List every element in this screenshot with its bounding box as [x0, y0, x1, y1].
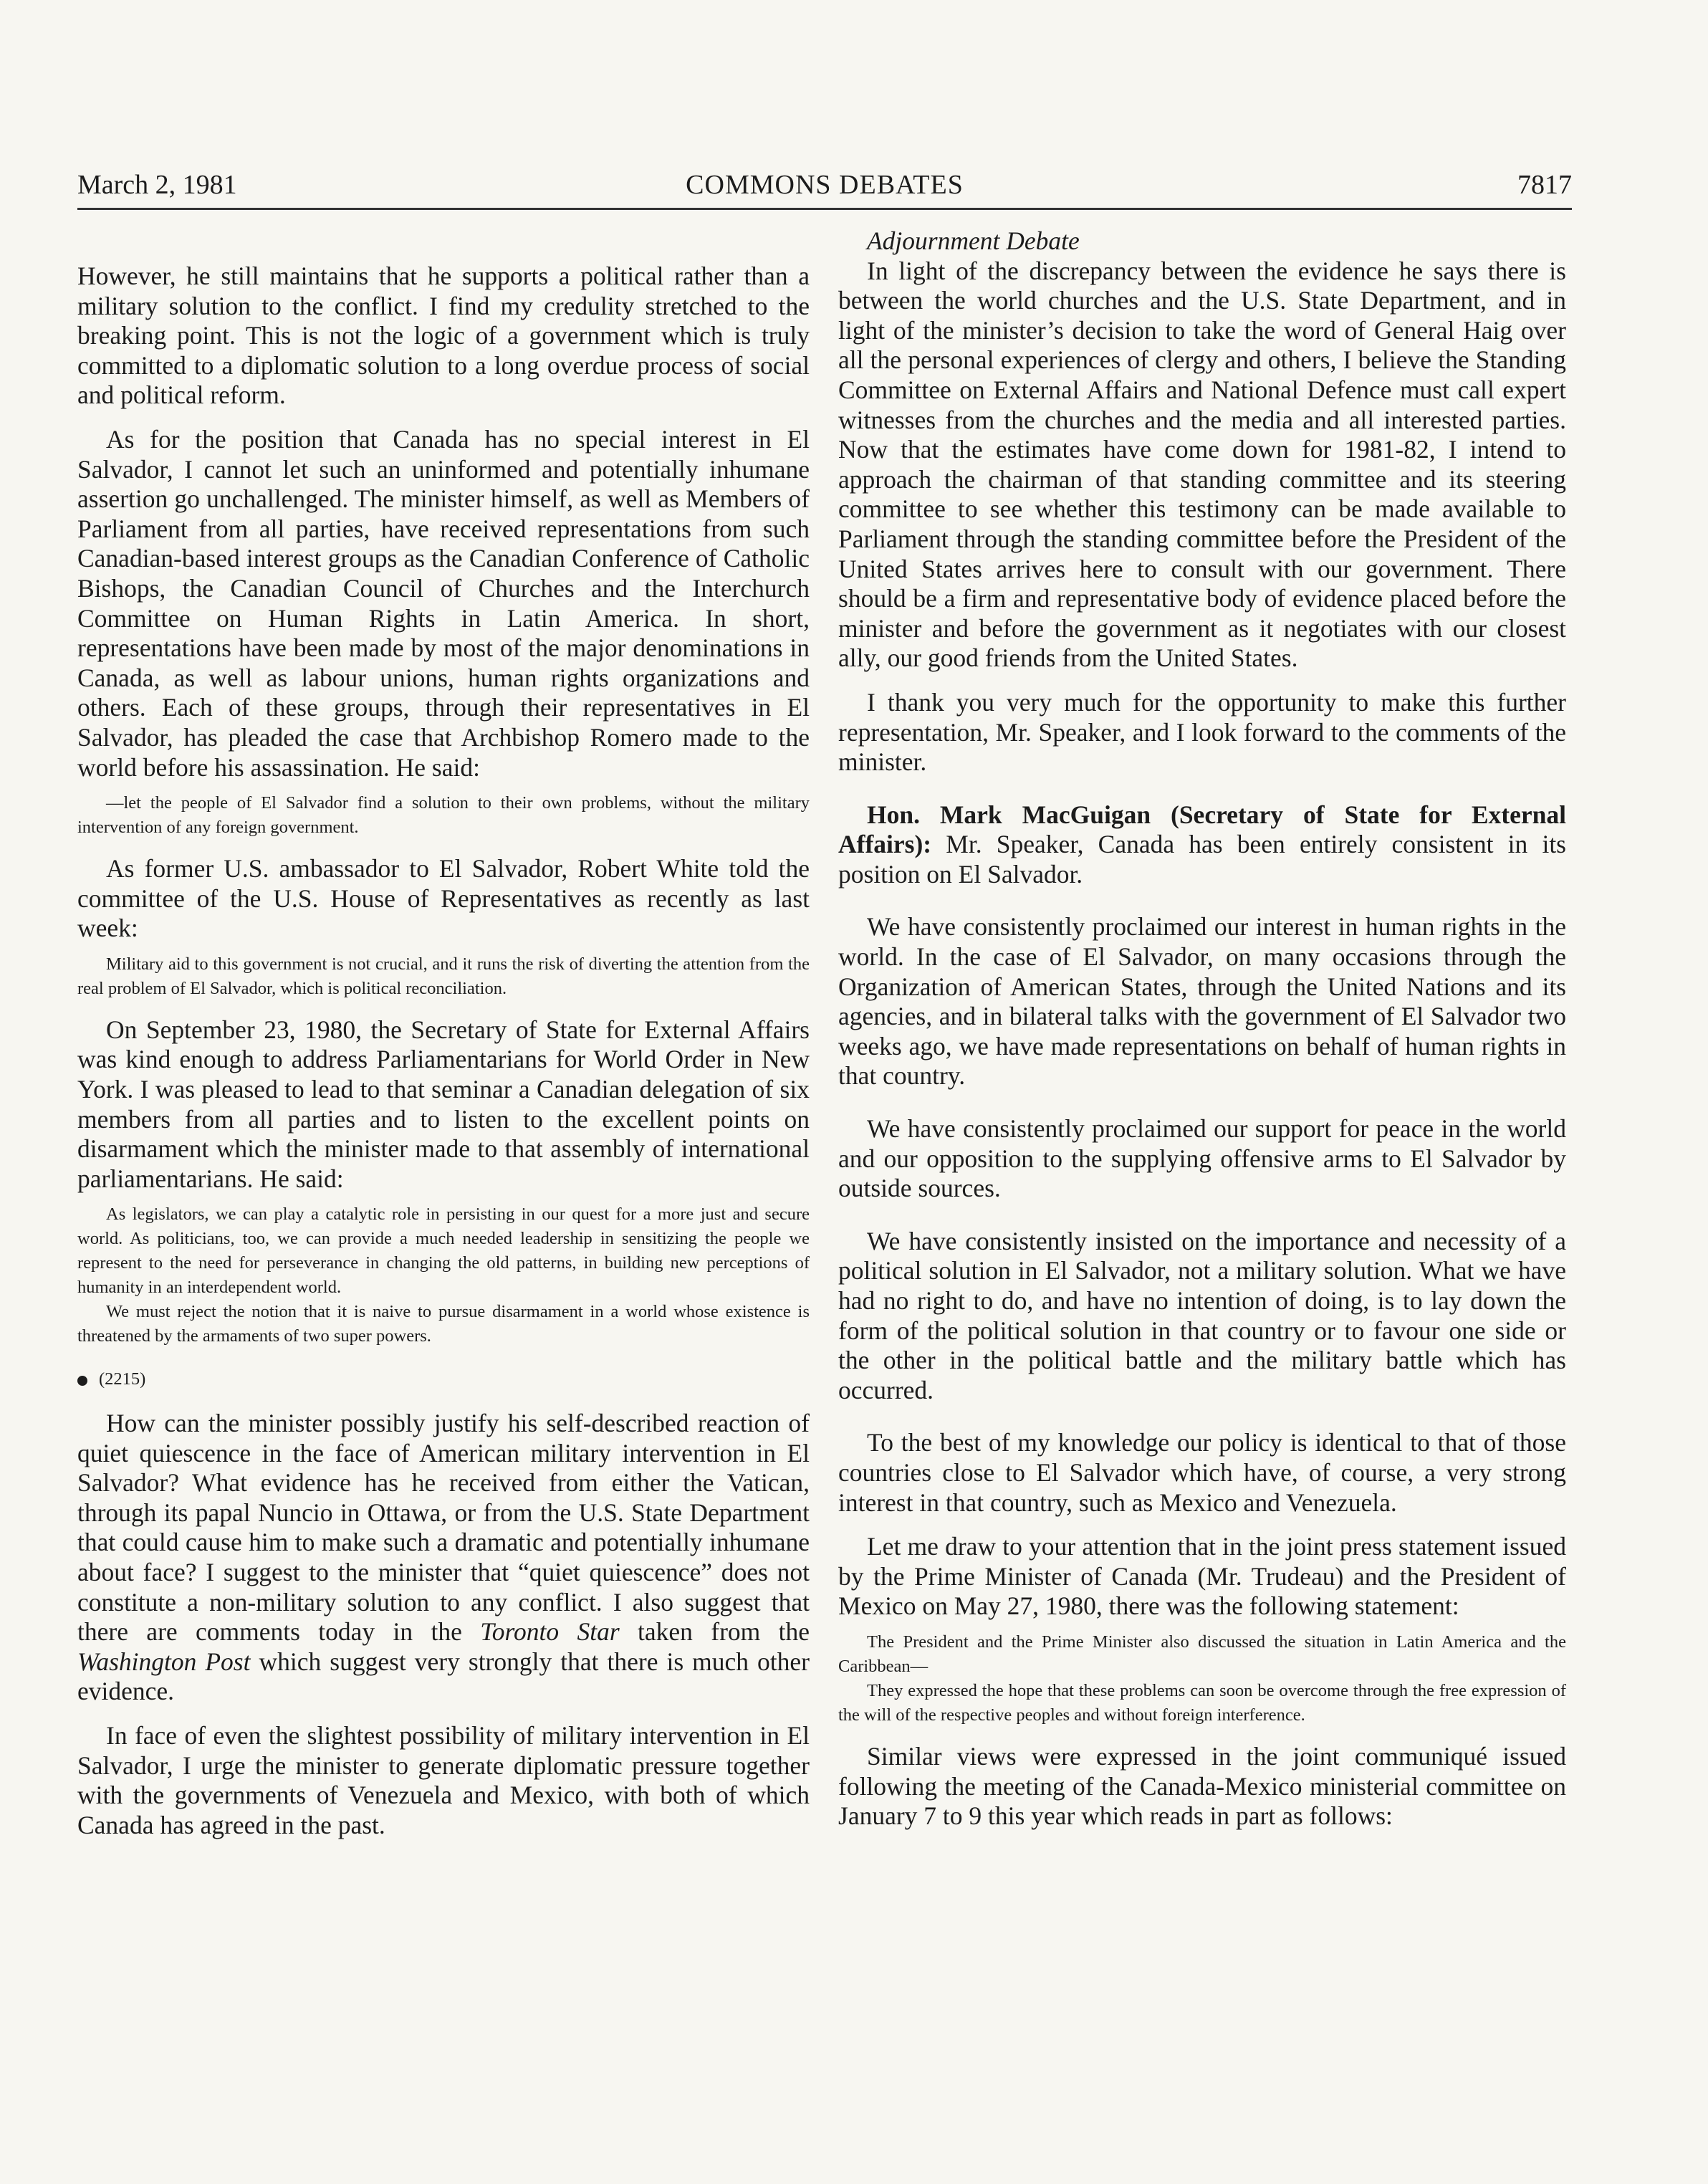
paragraph: As for the position that Canada has no special interest in El Salvador, I cannot let such an uninformed and potentially inhumane assertion go unchallenged. The minister himself, as well as Members of Parliament from all parties, have received representations from such Canadian-based interest groups as the Canadian Conference of Catholic Bishops, the Canadian Council of Churches and the Interchurch Committee on Human Rights in Latin America. In short, representations have been made by most of the major denominations in Canada, as well as labour unions, human rights organizations and others. Each of these groups, through their representatives in El Salvador, has pleaded the case that Archbishop Romero made to the world before his assassination. He said:	[77, 424, 810, 782]
quotation: They expressed the hope that these problems can soon be overcome through the free expression of the will of the respective peoples and without foreign interference.	[838, 1680, 1566, 1725]
section-heading: Adjournment Debate	[867, 226, 1080, 255]
paragraph: However, he still maintains that he supports a political rather than a military solution to the conflict. I find my credulity stretched to the breaking point. This is not the logic of a government which is truly committed to a diplomatic solution to a long overdue process of social and political reform.	[77, 262, 810, 410]
quotation: The President and the Prime Minister also discussed the situation in Latin America and the Caribbean—	[838, 1632, 1566, 1676]
speaker-paragraph	[838, 800, 1566, 890]
quotation: We must reject the notion that it is naive to pursue disarmament in a world whose existence is threatened by the armaments of two super powers.	[77, 1302, 810, 1346]
quotation: Military aid to this government is not crucial, and it runs the risk of diverting the attention from the real problem of El Salvador, which is political reconciliation.	[77, 954, 810, 998]
quotation: As legislators, we can play a catalytic role in persisting in our quest for a more just and secure world. As politicians, too, we can provide a much needed leadership in sensitizing the people we represent to the need for perseverance in changing the old patterns, in building new perceptions of humanity in an interdependent world.	[77, 1204, 810, 1298]
header-page-number: 7817	[1517, 170, 1572, 200]
paragraph: We have consistently insisted on the importance and necessity of a political solution in El Salvador, not a military solution. What we have had no right to do, and have no intention of doing, is to lay down the form of the political solution in that country or to favour one side or the other in the political battle and the military battle which has occurred.	[838, 1226, 1566, 1404]
left-column	[77, 262, 810, 1840]
header-date: March 2, 1981	[77, 170, 237, 200]
paragraph	[77, 1409, 810, 1707]
page-header	[77, 166, 1572, 210]
header-title: COMMONS DEBATES	[686, 170, 964, 200]
text-run: Mr. Speaker, Canada has been entirely consistent in its position on El Salvador.	[838, 830, 1566, 889]
newspaper-title: Washington Post	[77, 1647, 251, 1676]
time-marker	[77, 1364, 810, 1394]
paragraph: On September 23, 1980, the Secretary of State for External Affairs was kind enough to address Parliamentarians for World Order in New York. I was pleased to lead to that seminar a Canadian delegation of six members from all parties and to listen to the excellent points on disarmament which the minister made to that assembly of international parliamentarians. He said:	[77, 1015, 810, 1193]
paragraph: We have consistently proclaimed our interest in human rights in the world. In the case of El Salvador, on many occasions through the Organization of American States, through the United Nations and its agencies, and in bilateral talks with the government of El Salvador two weeks ago, we have made representations on behalf of human rights in that country.	[838, 912, 1566, 1091]
text-run: taken from the	[619, 1617, 810, 1647]
paragraph: In face of even the slightest possibility of military intervention in El Salvador, I urge the minister to generate diplomatic pressure together with the governments of Venezuela and Mexico, with both of which Canada has agreed in the past.	[77, 1720, 810, 1839]
quotation: —let the people of El Salvador find a solution to their own problems, without the military intervention of any foreign government.	[77, 793, 810, 838]
newspaper-title: Toronto Star	[480, 1617, 620, 1647]
paragraph: In light of the discrepancy between the evidence he says there is between the world churches and the U.S. State Department, and in light of the minister’s decision to take the word of General Haig over all the personal experiences of clergy and others, I believe the Standing Committee on External Affairs and National Defence must call expert witnesses from the churches and the media and all interested parties. Now that the estimates have come down for 1981-82, I intend to approach the chairman of that standing committee and its steering committee to see whether this testimony can be made available to Parliament through the standing committee before the President of the United States arrives here to consult with our government. There should be a firm and representative body of evidence placed before the minister and before the government as it negotiates with our closest ally, our good friends from the United States.	[838, 256, 1566, 673]
text-run: How can the minister possibly justify his self-described reaction of quiet quiescence in the face of American military intervention in El Salvador? What evidence has he received from either the Vatican, through its papal Nuncio in Ottawa, or from the U.S. State Department that could cause him to make such a dramatic and potentially inhumane about face? I suggest to the minister that “quiet quiescence” does not constitute a non-military solution to any conflict. I also suggest that there are comments today in the	[77, 1409, 810, 1647]
paragraph: Similar views were expressed in the joint communiqué issued following the meeting of the Canada-Mexico ministerial committee on January 7 to 9 this year which reads in part as follows:	[838, 1741, 1566, 1831]
time-marker-text: (2215)	[99, 1369, 146, 1389]
paragraph: To the best of my knowledge our policy is identical to that of those countries close to El Salvador which have, of course, a very strong interest in that country, such as Mexico and Venezuela.	[838, 1428, 1566, 1517]
right-column	[838, 226, 1566, 1831]
bullet-icon	[77, 1376, 87, 1386]
paragraph: Let me draw to your attention that in the joint press statement issued by the Prime Minister of Canada (Mr. Trudeau) and the President of Mexico on May 27, 1980, there was the following statement:	[838, 1532, 1566, 1621]
text-run: which suggest very strongly that there is much other evidence.	[77, 1647, 810, 1706]
paragraph: As former U.S. ambassador to El Salvador, Robert White told the committee of the U.S. House of Representatives as recently as last week:	[77, 854, 810, 943]
paragraph: We have consistently proclaimed our support for peace in the world and our opposition to the supplying offensive arms to El Salvador by outside sources.	[838, 1114, 1566, 1203]
speaker-name: Hon. Mark MacGuigan (Secretary of State for External Affairs):	[838, 800, 1566, 859]
paragraph: I thank you very much for the opportunity to make this further representation, Mr. Speaker, and I look forward to the comments of the minister.	[838, 687, 1566, 777]
